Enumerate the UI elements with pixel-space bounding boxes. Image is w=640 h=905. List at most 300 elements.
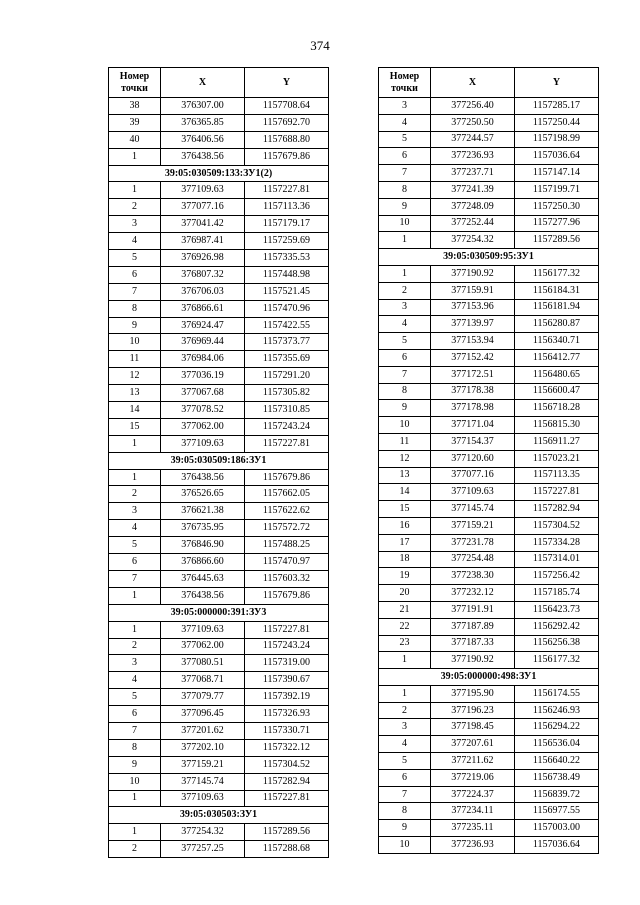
table-row (109, 334, 329, 351)
x-coordinate-cell: 377062.00 (161, 638, 245, 655)
x-coordinate-cell: 376866.61 (161, 300, 245, 317)
table-row (109, 554, 329, 571)
point-number-cell: 1 (109, 435, 161, 452)
x-coordinate-cell: 377079.77 (161, 689, 245, 706)
x-coordinate-cell: 377159.91 (431, 282, 515, 299)
header-x: X (431, 68, 515, 98)
table-row (379, 316, 599, 333)
table-row (379, 685, 599, 702)
x-coordinate-cell: 377109.63 (161, 182, 245, 199)
y-coordinate-cell: 1157243.24 (245, 638, 329, 655)
point-number-cell: 11 (379, 433, 431, 450)
x-coordinate-cell: 377207.61 (431, 736, 515, 753)
section-header-row (379, 249, 599, 266)
header-x: X (161, 68, 245, 98)
y-coordinate-cell: 1157227.81 (245, 790, 329, 807)
y-coordinate-cell: 1157314.01 (515, 551, 599, 568)
y-coordinate-cell: 1156177.32 (515, 265, 599, 282)
y-coordinate-cell: 1156181.94 (515, 299, 599, 316)
y-coordinate-cell: 1157679.86 (245, 469, 329, 486)
x-coordinate-cell: 377159.21 (431, 517, 515, 534)
y-coordinate-cell: 1157003.00 (515, 820, 599, 837)
y-coordinate-cell: 1157688.80 (245, 131, 329, 148)
table-row (379, 417, 599, 434)
y-coordinate-cell: 1157227.81 (245, 435, 329, 452)
table-row (379, 383, 599, 400)
y-coordinate-cell: 1157679.86 (245, 587, 329, 604)
x-coordinate-cell: 377235.11 (431, 820, 515, 837)
x-coordinate-cell: 377062.00 (161, 418, 245, 435)
y-coordinate-cell: 1157256.42 (515, 568, 599, 585)
table-row (109, 672, 329, 689)
table-row (109, 266, 329, 283)
table-row (109, 520, 329, 537)
y-coordinate-cell: 1156292.42 (515, 618, 599, 635)
x-coordinate-cell: 376987.41 (161, 233, 245, 250)
x-coordinate-cell: 377172.51 (431, 366, 515, 383)
x-coordinate-cell: 377224.37 (431, 786, 515, 803)
y-coordinate-cell: 1156977.55 (515, 803, 599, 820)
section-title: 39:05:030509:186:ЗУ1 (109, 452, 329, 469)
table-row (379, 803, 599, 820)
point-number-cell: 3 (109, 503, 161, 520)
x-coordinate-cell: 377036.19 (161, 368, 245, 385)
x-coordinate-cell: 377252.44 (431, 215, 515, 232)
table-row (379, 433, 599, 450)
page-number: 374 (310, 38, 330, 53)
x-coordinate-cell: 377256.40 (431, 98, 515, 115)
x-coordinate-cell: 377154.37 (431, 433, 515, 450)
y-coordinate-cell: 1157288.68 (245, 841, 329, 858)
y-coordinate-cell: 1156718.28 (515, 400, 599, 417)
point-number-cell: 2 (109, 638, 161, 655)
point-number-cell: 6 (379, 349, 431, 366)
x-coordinate-cell: 377190.92 (431, 265, 515, 282)
table-header-row (109, 68, 329, 98)
table-row (379, 635, 599, 652)
table-row (109, 841, 329, 858)
y-coordinate-cell: 1157285.17 (515, 98, 599, 115)
x-coordinate-cell: 377191.91 (431, 601, 515, 618)
y-coordinate-cell: 1157291.20 (245, 368, 329, 385)
section-header-row (379, 669, 599, 686)
x-coordinate-cell: 377077.16 (161, 199, 245, 216)
y-coordinate-cell: 1157708.64 (245, 98, 329, 115)
point-number-cell: 9 (379, 400, 431, 417)
point-number-cell: 8 (379, 803, 431, 820)
point-number-cell: 12 (109, 368, 161, 385)
point-number-cell: 6 (379, 148, 431, 165)
x-coordinate-cell: 376445.63 (161, 570, 245, 587)
table-row (379, 837, 599, 854)
point-number-cell: 7 (109, 570, 161, 587)
table-row (379, 601, 599, 618)
table-row (379, 753, 599, 770)
point-number-cell: 1 (379, 652, 431, 669)
y-coordinate-cell: 1157310.85 (245, 402, 329, 419)
x-coordinate-cell: 376438.56 (161, 587, 245, 604)
x-coordinate-cell: 377202.10 (161, 739, 245, 756)
point-number-cell: 8 (379, 383, 431, 400)
y-coordinate-cell: 1157259.69 (245, 233, 329, 250)
y-coordinate-cell: 1156600.47 (515, 383, 599, 400)
point-number-cell: 5 (109, 537, 161, 554)
y-coordinate-cell: 1156340.71 (515, 333, 599, 350)
section-header-row (109, 807, 329, 824)
table-row (109, 351, 329, 368)
x-coordinate-cell: 377190.92 (431, 652, 515, 669)
table-row (109, 469, 329, 486)
point-number-cell: 39 (109, 114, 161, 131)
point-number-cell: 9 (109, 317, 161, 334)
table-row (109, 98, 329, 115)
point-number-cell: 5 (109, 250, 161, 267)
point-number-cell: 14 (109, 402, 161, 419)
x-coordinate-cell: 377145.74 (161, 773, 245, 790)
point-number-cell: 10 (109, 334, 161, 351)
point-number-cell: 12 (379, 450, 431, 467)
x-coordinate-cell: 377109.63 (161, 435, 245, 452)
x-coordinate-cell: 377178.98 (431, 400, 515, 417)
y-coordinate-cell: 1157334.28 (515, 534, 599, 551)
x-coordinate-cell: 377198.45 (431, 719, 515, 736)
table-row (379, 652, 599, 669)
x-coordinate-cell: 377187.89 (431, 618, 515, 635)
table-row (109, 385, 329, 402)
y-coordinate-cell: 1157227.81 (515, 484, 599, 501)
x-coordinate-cell: 377077.16 (431, 467, 515, 484)
x-coordinate-cell: 376438.56 (161, 148, 245, 165)
x-coordinate-cell: 376526.65 (161, 486, 245, 503)
point-number-cell: 23 (379, 635, 431, 652)
point-number-cell: 7 (379, 786, 431, 803)
point-number-cell: 10 (109, 773, 161, 790)
point-number-cell: 40 (109, 131, 161, 148)
y-coordinate-cell: 1157422.55 (245, 317, 329, 334)
x-coordinate-cell: 377234.11 (431, 803, 515, 820)
x-coordinate-cell: 377159.21 (161, 756, 245, 773)
y-coordinate-cell: 1157326.93 (245, 706, 329, 723)
x-coordinate-cell: 376924.47 (161, 317, 245, 334)
y-coordinate-cell: 1157304.52 (515, 517, 599, 534)
table-row (379, 265, 599, 282)
table-row (379, 585, 599, 602)
table-row (379, 148, 599, 165)
header-point-number-line2: точки (121, 82, 148, 94)
point-number-cell: 13 (379, 467, 431, 484)
point-number-cell: 2 (379, 282, 431, 299)
point-number-cell: 4 (379, 736, 431, 753)
y-coordinate-cell: 1157448.98 (245, 266, 329, 283)
table-row (109, 503, 329, 520)
point-number-cell: 6 (109, 554, 161, 571)
point-number-cell: 17 (379, 534, 431, 551)
point-number-cell: 16 (379, 517, 431, 534)
table-row (379, 98, 599, 115)
x-coordinate-cell: 377080.51 (161, 655, 245, 672)
point-number-cell: 7 (109, 283, 161, 300)
table-row (379, 366, 599, 383)
point-number-cell: 1 (109, 469, 161, 486)
point-number-cell: 4 (109, 672, 161, 689)
point-number-cell: 6 (379, 769, 431, 786)
y-coordinate-cell: 1157470.97 (245, 554, 329, 571)
point-number-cell: 8 (109, 739, 161, 756)
table-row (379, 467, 599, 484)
x-coordinate-cell: 377153.94 (431, 333, 515, 350)
y-coordinate-cell: 1157330.71 (245, 722, 329, 739)
y-coordinate-cell: 1157304.52 (245, 756, 329, 773)
x-coordinate-cell: 377236.93 (431, 148, 515, 165)
y-coordinate-cell: 1157373.77 (245, 334, 329, 351)
coordinates-table-right (378, 67, 599, 854)
table-row (109, 250, 329, 267)
y-coordinate-cell: 1156412.77 (515, 349, 599, 366)
table-row (109, 435, 329, 452)
point-number-cell: 5 (379, 753, 431, 770)
point-number-cell: 1 (109, 621, 161, 638)
table-row (109, 655, 329, 672)
y-coordinate-cell: 1157603.32 (245, 570, 329, 587)
section-header-row (109, 165, 329, 182)
table-row (109, 131, 329, 148)
y-coordinate-cell: 1157250.44 (515, 114, 599, 131)
point-number-cell: 4 (379, 114, 431, 131)
table-row (379, 299, 599, 316)
section-header-row (109, 452, 329, 469)
point-number-cell: 10 (379, 215, 431, 232)
point-number-cell: 4 (379, 316, 431, 333)
table-row (109, 199, 329, 216)
x-coordinate-cell: 377250.50 (431, 114, 515, 131)
y-coordinate-cell: 1157662.05 (245, 486, 329, 503)
point-number-cell: 38 (109, 98, 161, 115)
point-number-cell: 2 (109, 486, 161, 503)
header-point-number (109, 68, 161, 98)
y-coordinate-cell: 1156423.73 (515, 601, 599, 618)
point-number-cell: 8 (109, 300, 161, 317)
point-number-cell: 10 (379, 837, 431, 854)
y-coordinate-cell: 1157199.71 (515, 181, 599, 198)
point-number-cell: 7 (109, 722, 161, 739)
table-row (109, 706, 329, 723)
point-number-cell: 15 (109, 418, 161, 435)
point-number-cell: 1 (109, 587, 161, 604)
table-row (109, 638, 329, 655)
y-coordinate-cell: 1156839.72 (515, 786, 599, 803)
y-coordinate-cell: 1156911.27 (515, 433, 599, 450)
section-title: 39:05:030503:ЗУ1 (109, 807, 329, 824)
x-coordinate-cell: 377152.42 (431, 349, 515, 366)
x-coordinate-cell: 377248.09 (431, 198, 515, 215)
header-y: Y (245, 68, 329, 98)
x-coordinate-cell: 376365.85 (161, 114, 245, 131)
table-row (109, 621, 329, 638)
y-coordinate-cell: 1157335.53 (245, 250, 329, 267)
y-coordinate-cell: 1157113.36 (245, 199, 329, 216)
table-row (379, 820, 599, 837)
point-number-cell: 4 (109, 520, 161, 537)
x-coordinate-cell: 376621.38 (161, 503, 245, 520)
y-coordinate-cell: 1156174.55 (515, 685, 599, 702)
table-row (379, 232, 599, 249)
y-coordinate-cell: 1157113.35 (515, 467, 599, 484)
x-coordinate-cell: 377078.52 (161, 402, 245, 419)
point-number-cell: 3 (109, 216, 161, 233)
x-coordinate-cell: 377187.33 (431, 635, 515, 652)
table-row (109, 182, 329, 199)
section-title: 39:05:030509:133:ЗУ1(2) (109, 165, 329, 182)
y-coordinate-cell: 1156480.65 (515, 366, 599, 383)
table-row (379, 534, 599, 551)
table-row (379, 719, 599, 736)
point-number-cell: 22 (379, 618, 431, 635)
point-number-cell: 2 (109, 199, 161, 216)
y-coordinate-cell: 1157305.82 (245, 385, 329, 402)
x-coordinate-cell: 377238.30 (431, 568, 515, 585)
table-row (379, 114, 599, 131)
header-point-number-line1: Номер (119, 71, 150, 82)
x-coordinate-cell: 377068.71 (161, 672, 245, 689)
point-number-cell: 1 (109, 824, 161, 841)
y-coordinate-cell: 1157470.96 (245, 300, 329, 317)
table-row (109, 739, 329, 756)
x-coordinate-cell: 376406.56 (161, 131, 245, 148)
header-y: Y (515, 68, 599, 98)
y-coordinate-cell: 1157036.64 (515, 837, 599, 854)
x-coordinate-cell: 377109.63 (161, 621, 245, 638)
x-coordinate-cell: 377201.62 (161, 722, 245, 739)
point-number-cell: 8 (379, 181, 431, 198)
x-coordinate-cell: 376735.95 (161, 520, 245, 537)
point-number-cell: 3 (109, 655, 161, 672)
y-coordinate-cell: 1157289.56 (515, 232, 599, 249)
table-row (109, 756, 329, 773)
table-row (379, 786, 599, 803)
y-coordinate-cell: 1156177.32 (515, 652, 599, 669)
x-coordinate-cell: 377219.06 (431, 769, 515, 786)
table-row (109, 402, 329, 419)
table-row (379, 568, 599, 585)
x-coordinate-cell: 377241.39 (431, 181, 515, 198)
point-number-cell: 21 (379, 601, 431, 618)
table-row (109, 317, 329, 334)
x-coordinate-cell: 377096.45 (161, 706, 245, 723)
table-row (379, 282, 599, 299)
x-coordinate-cell: 377244.57 (431, 131, 515, 148)
table-row (109, 368, 329, 385)
x-coordinate-cell: 376984.06 (161, 351, 245, 368)
x-coordinate-cell: 377237.71 (431, 165, 515, 182)
table-row (109, 114, 329, 131)
table-row (109, 570, 329, 587)
header-point-number-line2: точки (391, 82, 418, 94)
point-number-cell: 9 (379, 198, 431, 215)
x-coordinate-cell: 377196.23 (431, 702, 515, 719)
point-number-cell: 9 (109, 756, 161, 773)
y-coordinate-cell: 1157622.62 (245, 503, 329, 520)
y-coordinate-cell: 1156815.30 (515, 417, 599, 434)
x-coordinate-cell: 377231.78 (431, 534, 515, 551)
x-coordinate-cell: 377120.60 (431, 450, 515, 467)
y-coordinate-cell: 1157572.72 (245, 520, 329, 537)
point-number-cell: 1 (109, 790, 161, 807)
y-coordinate-cell: 1157243.24 (245, 418, 329, 435)
y-coordinate-cell: 1157692.70 (245, 114, 329, 131)
x-coordinate-cell: 377109.63 (161, 790, 245, 807)
x-coordinate-cell: 377178.38 (431, 383, 515, 400)
point-number-cell: 3 (379, 98, 431, 115)
table-row (109, 587, 329, 604)
x-coordinate-cell: 377254.32 (161, 824, 245, 841)
point-number-cell: 1 (109, 182, 161, 199)
point-number-cell: 2 (109, 841, 161, 858)
table-row (109, 722, 329, 739)
x-coordinate-cell: 377153.96 (431, 299, 515, 316)
x-coordinate-cell: 377232.12 (431, 585, 515, 602)
y-coordinate-cell: 1157185.74 (515, 585, 599, 602)
coordinates-table-left (108, 67, 329, 858)
y-coordinate-cell: 1157227.81 (245, 621, 329, 638)
point-number-cell: 1 (109, 148, 161, 165)
table-row (379, 400, 599, 417)
x-coordinate-cell: 376969.44 (161, 334, 245, 351)
table-row (379, 736, 599, 753)
header-point-number-line1: Номер (389, 71, 420, 82)
x-coordinate-cell: 377145.74 (431, 501, 515, 518)
point-number-cell: 13 (109, 385, 161, 402)
table-row (379, 131, 599, 148)
point-number-cell: 1 (379, 265, 431, 282)
y-coordinate-cell: 1156536.04 (515, 736, 599, 753)
y-coordinate-cell: 1157679.86 (245, 148, 329, 165)
point-number-cell: 10 (379, 417, 431, 434)
point-number-cell: 3 (379, 719, 431, 736)
x-coordinate-cell: 377195.90 (431, 685, 515, 702)
table-row (109, 418, 329, 435)
y-coordinate-cell: 1157392.19 (245, 689, 329, 706)
table-row (379, 333, 599, 350)
point-number-cell: 15 (379, 501, 431, 518)
y-coordinate-cell: 1157282.94 (245, 773, 329, 790)
x-coordinate-cell: 377257.25 (161, 841, 245, 858)
x-coordinate-cell: 376866.60 (161, 554, 245, 571)
header-point-number (379, 68, 431, 98)
y-coordinate-cell: 1156280.87 (515, 316, 599, 333)
table-row (379, 551, 599, 568)
table-row (109, 216, 329, 233)
table-row (109, 300, 329, 317)
point-number-cell: 5 (109, 689, 161, 706)
x-coordinate-cell: 377254.48 (431, 551, 515, 568)
y-coordinate-cell: 1156246.93 (515, 702, 599, 719)
y-coordinate-cell: 1157036.64 (515, 148, 599, 165)
table-row (109, 486, 329, 503)
point-number-cell: 6 (109, 266, 161, 283)
y-coordinate-cell: 1156256.38 (515, 635, 599, 652)
table-row (379, 501, 599, 518)
table-row (379, 702, 599, 719)
y-coordinate-cell: 1157521.45 (245, 283, 329, 300)
x-coordinate-cell: 377236.93 (431, 837, 515, 854)
table-row (379, 517, 599, 534)
y-coordinate-cell: 1156184.31 (515, 282, 599, 299)
y-coordinate-cell: 1157277.96 (515, 215, 599, 232)
table-row (379, 484, 599, 501)
table-row (109, 824, 329, 841)
y-coordinate-cell: 1157147.14 (515, 165, 599, 182)
table-row (379, 181, 599, 198)
